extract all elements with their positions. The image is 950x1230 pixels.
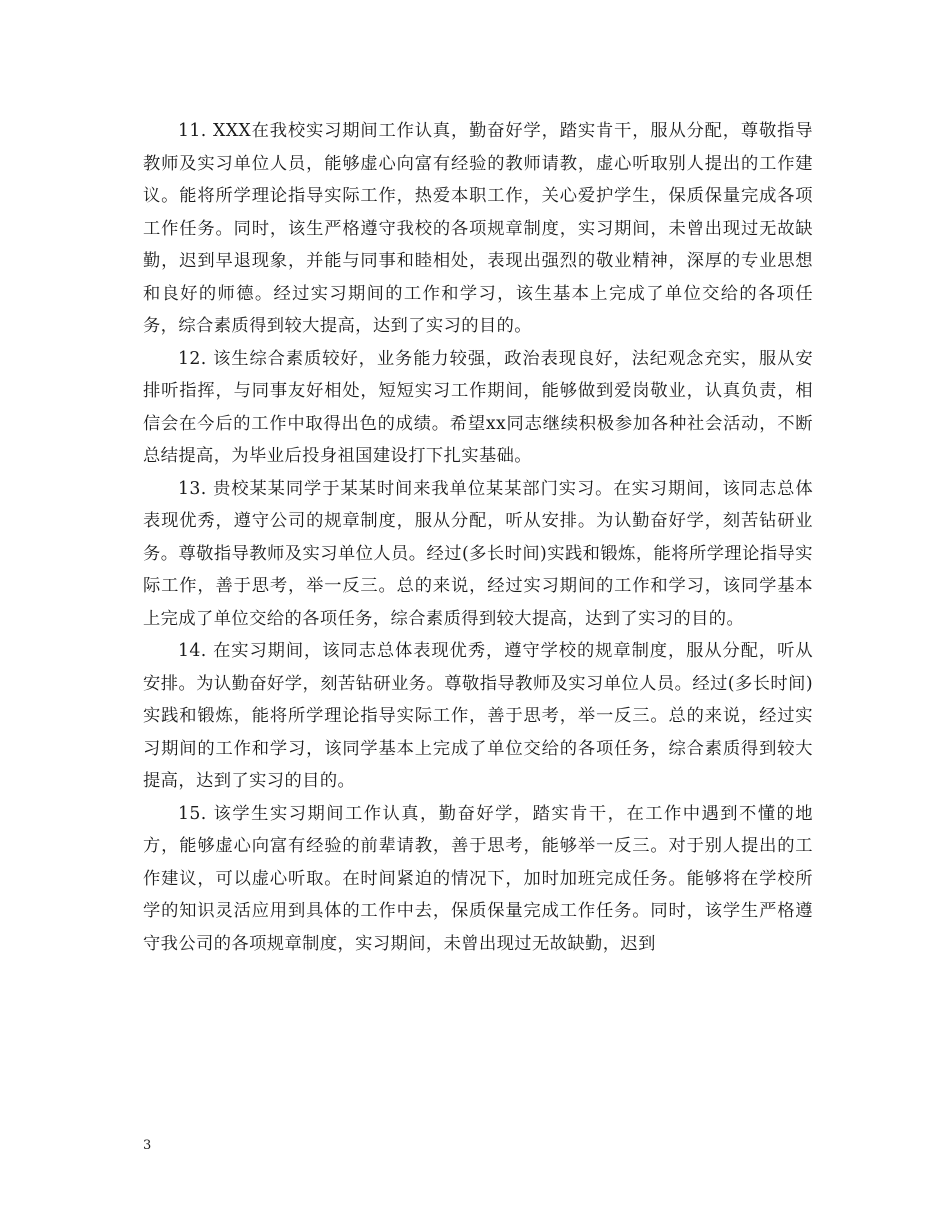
page-number: 3: [143, 1138, 152, 1153]
paragraph-13: 13. 贵校某某同学于某某时间来我单位某某部门实习。在实习期间，该同志总体表现优秀，遵守公司的规章制度，服从分配，听从安排。为认勤奋好学，刻苦钻研业务。尊敬指导教师及实习单位人员。经过(多长时间)实践和锻炼，能将所学理论指导实际工作，善于思考，举一反三。总的来说，经过实习期间的工作和学习，该同学基本上完成了单位交给的各项任务，综合素质得到较大提高，达到了实习的目的。: [143, 478, 813, 629]
paragraph-12: 12. 该生综合素质较好，业务能力较强，政治表现良好，法纪观念充实，服从安排听指挥，与同事友好相处，短短实习工作期间，能够做到爱岗敬业，认真负责，相信会在今后的工作中取得出色的成绩。希望xx同志继续积极参加各种社会活动，不断总结提高，为毕业后投身祖国建设打下扎实基础。: [143, 348, 813, 466]
paragraph-14: 14. 在实习期间，该同志总体表现优秀，遵守学校的规章制度，服从分配，听从安排。为认勤奋好学，刻苦钻研业务。尊敬指导教师及实习单位人员。经过(多长时间)实践和锻炼，能将所学理论指导实际工作，善于思考，举一反三。总的来说，经过实习期间的工作和学习，该同学基本上完成了单位交给的各项任务，综合素质得到较大提高，达到了实习的目的。: [143, 641, 813, 791]
paragraph-15: 15. 该学生实习期间工作认真，勤奋好学，踏实肯干，在工作中遇到不懂的地方，能够虚心向富有经验的前辈请教，善于思考，能够举一反三。对于别人提出的工作建议，可以虚心听取。在时间紧迫的情况下，加时加班完成任务。能够将在学校所学的知识灵活应用到具体的工作中去，保质保量完成工作任务。同时，该学生严格遵守我公司的各项规章制度，实习期间，未曾出现过无故缺勤，迟到: [143, 803, 813, 954]
paragraph-11: 11. XXX在我校实习期间工作认真，勤奋好学，踏实肯干，服从分配，尊敬指导教师及实习单位人员，能够虚心向富有经验的教师请教，虚心听取别人提出的工作建议。能将所学理论指导实际工作，热爱本职工作，关心爱护学生，保质保量完成各项工作任务。同时，该生严格遵守我校的各项规章制度，实习期间，未曾出现过无故缺勤，迟到早退现象，并能与同事和睦相处，表现出强烈的敬业精神，深厚的专业思想和良好的师德。经过实习期间的工作和学习，该生基本上完成了单位交给的各项任务，综合素质得到较大提高，达到了实习的目的。: [143, 121, 813, 336]
document-body: [143, 115, 813, 960]
